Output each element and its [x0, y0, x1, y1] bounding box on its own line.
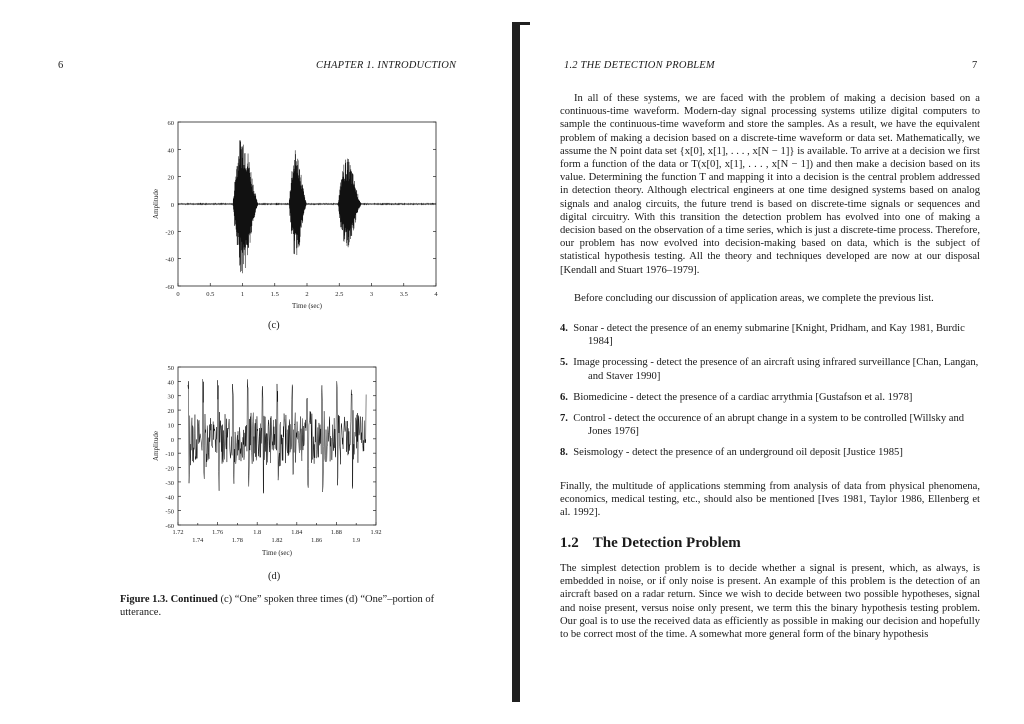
x-tick-label: 2: [305, 291, 309, 298]
x-tick-label: 1.5: [270, 291, 279, 298]
x-tick-label: 1.86: [311, 537, 323, 544]
figure-d: [150, 357, 450, 567]
y-tick-label: -60: [165, 284, 174, 291]
figure-c-plot: [150, 112, 450, 322]
y-tick-label: 40: [167, 379, 174, 387]
y-tick-label: 20: [167, 174, 174, 182]
x-tick-label: 1: [240, 291, 245, 298]
figure-caption: [120, 593, 440, 619]
y-tick-label: 60: [167, 120, 174, 127]
section-title: The Detection Problem: [592, 535, 741, 551]
x-tick-label: 1.76: [212, 529, 224, 536]
x-axis-label: Time (sec): [292, 302, 322, 310]
y-tick-label: 20: [167, 408, 174, 416]
x-tick-label: 1.84: [291, 529, 303, 536]
paragraph-1: In all of these systems, we are faced with the problem of making a decision based on a continuous-time waveform. Modern-day signal processing systems utilize digital computers to sample the continuous-time waveform and store the samples. As a result, we have the equivalent problem of making a decision based on a discrete-time waveform or data set. Mathematically, we assume the N point data set {x[0], x[1], . . . , x[N − 1]} is available. To arrive at a decision we first form a function of the data or T(x[0], x[1], . . . , x[N − 1]) and then make a decision based on its value. Determining the function T and mapping it into a decision is the central problem addressed in detection theory. Although electrical engineers at one time designed systems based on analog signals and analog circuits, the future trend is based on discrete-time signals or sequences and digital circuitry. With this transition the detection problem has evolved into one of making a decision based on the observation of a time series, which is just a discrete-time process. Therefore, our problem has now evolved into decision-making based on data, which is the subject of statistical hypothesis testing. All the theory and techniques developed are now at our disposal [Kendall and Stuart 1976–1979].: [560, 93, 980, 276]
x-tick-label: 0.5: [206, 291, 215, 298]
waveform-series: [178, 140, 436, 273]
list-item: 4. Sonar - detect the presence of an enemy submarine [Knight, Pridham, and Kay 1981, Burdic 1984]: [560, 323, 965, 348]
figure-d-plot: [150, 357, 450, 567]
paragraph-3: Finally, the multitude of applications stemming from analysis of data from physical phenomena, economics, medical testing, etc., should also be mentioned [Ives 1981, Taylor 1986, Ellenberg et al. 1992].: [560, 481, 980, 519]
x-tick-label: 2.5: [335, 291, 344, 298]
section-heading: [560, 535, 741, 552]
y-tick-label: -20: [165, 229, 174, 237]
left-page-number: 6: [58, 60, 64, 71]
book-binding: [512, 22, 520, 702]
y-tick-label: 40: [167, 147, 174, 155]
y-tick-label: 0: [170, 202, 174, 209]
y-tick-label: -60: [165, 523, 174, 530]
x-tick-label: 3.5: [399, 291, 408, 298]
y-tick-label: -40: [165, 256, 174, 264]
x-tick-label: 1.88: [330, 529, 342, 536]
y-tick-label: -50: [165, 508, 174, 516]
waveform-series: [188, 379, 366, 493]
x-tick-label: 1.72: [172, 529, 184, 536]
x-tick-label: 1.92: [370, 529, 382, 536]
list-item: 8. Seismology - detect the presence of an underground oil deposit [Justice 1985]: [560, 447, 903, 459]
x-tick-label: 1.78: [231, 537, 243, 544]
y-tick-label: -30: [165, 479, 174, 487]
paragraph-2: Before concluding our discussion of application areas, we complete the previous list.: [574, 293, 934, 304]
x-tick-label: 1.74: [192, 537, 204, 544]
x-tick-label: 3: [369, 291, 374, 298]
caption-text: (c) “One” spoken three times (d) “One”–portion of utterance.: [120, 594, 435, 618]
figure-c-label: (c): [268, 320, 280, 331]
x-axis-label: Time (sec): [262, 549, 292, 557]
list-item: 5. Image processing - detect the presence of an aircraft using infrared surveillance [Chan, Langan, and Staver 1990]: [560, 357, 979, 382]
y-tick-label: -10: [165, 451, 174, 459]
right-page: [520, 0, 1024, 724]
caption-continued: Continued: [170, 594, 218, 605]
y-axis-label: Amplitude: [152, 431, 160, 461]
y-tick-label: 30: [167, 393, 174, 401]
right-page-number: 7: [972, 60, 978, 71]
x-tick-label: 1.8: [253, 529, 262, 536]
y-axis-label: Amplitude: [152, 189, 160, 219]
paragraph-4: The simplest detection problem is to decide whether a signal is present, which, as always, is embedded in noise, or if only noise is present. An example of this problem is the detection of an aircraft based on a radar return. Since we wish to decide between two possible hypotheses, signal and noise present, versus noise only present, we term this the binary hypothesis testing problem. Our goal is to use the received data as efficiently as possible in making our decision and hopefully to be correct most of the time. A somewhat more general form of the binary hypothesis: [560, 563, 980, 641]
application-list: [560, 322, 980, 468]
y-tick-label: 50: [167, 365, 174, 372]
x-tick-label: 1.82: [271, 537, 283, 544]
y-tick-label: -20: [165, 465, 174, 473]
y-tick-label: 0: [170, 436, 174, 444]
x-tick-label: 4: [434, 291, 438, 298]
x-tick-label: 0: [176, 291, 180, 298]
left-running-head: CHAPTER 1. INTRODUCTION: [316, 60, 457, 71]
list-item: 6. Biomedicine - detect the presence of a cardiac arrythmia [Gustafson et al. 1978]: [560, 391, 913, 403]
y-tick-label: -40: [165, 494, 174, 502]
figure-c: [150, 112, 450, 322]
caption-label: Figure 1.3.: [120, 594, 168, 605]
list-item: 7. Control - detect the occurence of an abrupt change in a system to be controlled [Willsky and Jones 1976]: [560, 413, 965, 438]
x-tick-label: 1.9: [352, 537, 361, 544]
y-tick-label: 10: [167, 422, 174, 430]
right-running-head: 1.2 THE DETECTION PROBLEM: [564, 60, 715, 71]
section-number: 1.2: [560, 535, 579, 551]
figure-d-label: (d): [268, 571, 281, 582]
